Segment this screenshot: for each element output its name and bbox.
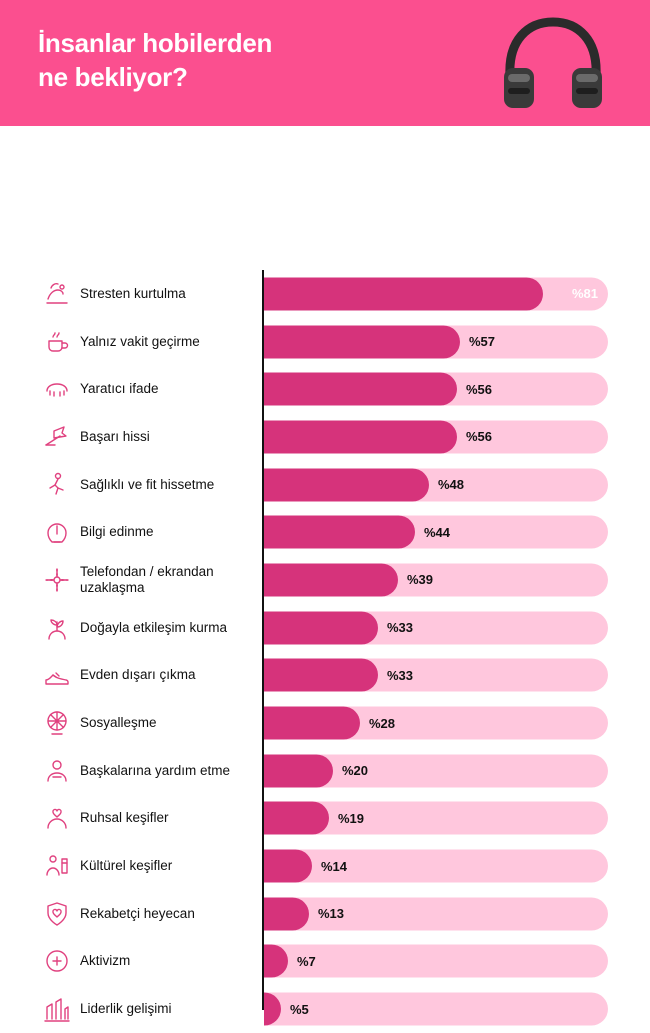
category-label-line: Evden dışarı çıkma [80,667,196,683]
bar-track [264,611,608,644]
category-label [80,620,258,636]
category-label-line: Yaratıcı ifade [80,381,159,397]
creative-hands-icon [42,374,72,404]
bar-value-label: %28 [369,715,396,731]
chart-row [0,556,650,604]
bar-track [264,277,608,310]
bar-value-label: %81 [571,286,598,302]
chart-row [0,461,650,509]
category-label-line: Yalnız vakit geçirme [80,333,200,349]
fitness-person-icon [42,470,72,500]
bar-value-label: %5 [290,1001,309,1017]
achievement-flag-icon [42,422,72,452]
headphones-icon [498,14,608,114]
bar-fill [264,373,457,406]
category-label [80,858,258,874]
category-label [80,564,258,596]
bar-value-label: %20 [342,763,369,779]
bar-fill [264,659,378,692]
bar-value-label: %57 [469,334,496,350]
category-label [80,286,258,302]
leadership-icon [42,994,72,1024]
bar-value-label: %33 [387,667,414,683]
category-label-line: Kültürel keşifler [80,858,173,874]
bar-track [264,850,608,883]
bar-value-label: %7 [297,953,316,969]
bar-value-label: %44 [424,524,451,540]
category-label-line: Rekabetçi heyecan [80,905,195,921]
bar-track [264,993,608,1026]
flower-icon [42,565,72,595]
megaphone-icon [42,946,72,976]
chart-row [0,604,650,652]
bar-fill [264,420,457,453]
bar-value-label: %33 [387,620,414,636]
bar-value-label: %56 [466,429,493,445]
category-label [80,715,258,731]
bar-fill [264,993,281,1026]
bar-track [264,468,608,501]
bar-track [264,754,608,787]
chart-row [0,413,650,461]
chart-row [0,842,650,890]
category-label-line: Sosyalleşme [80,715,157,731]
page-title [38,26,438,94]
bar-track [264,802,608,835]
category-label [80,524,258,540]
helping-hand-icon [42,756,72,786]
bar-value-label: %56 [466,381,493,397]
category-label [80,810,258,826]
category-label [80,429,258,445]
bar-track [264,373,608,406]
category-label-line: Sağlıklı ve fit hissetme [80,476,215,492]
coffee-cup-icon [42,327,72,357]
bar-value-label: %39 [407,572,434,588]
bar-fill [264,754,333,787]
bar-value-label: %48 [438,477,465,493]
category-label-line: Doğayla etkileşim kurma [80,619,228,635]
bar-fill [264,611,378,644]
category-label-line: Başarı hissi [80,428,150,444]
category-label-line: Telefondan / ekrandan [80,563,214,579]
knowledge-head-icon [42,517,72,547]
chart-row [0,508,650,556]
category-label [80,381,258,397]
category-label-line: Stresten kurtulma [80,285,186,301]
bar-track [264,659,608,692]
bar-value-label: %13 [318,906,345,922]
category-label [80,953,258,969]
category-label-line: Ruhsal keşifler [80,810,169,826]
category-label-line: uzaklaşma [80,579,145,595]
category-label-line: Bilgi edinme [80,524,154,540]
hand-heart-icon [42,803,72,833]
bar-track [264,945,608,978]
bar-value-label: %19 [338,810,365,826]
ferris-wheel-icon [42,708,72,738]
sneaker-icon [42,660,72,690]
bar-track [264,325,608,358]
bar-fill [264,850,312,883]
culture-person-icon [42,851,72,881]
bar-fill [264,945,288,978]
bar-fill [264,468,429,501]
bar-value-label: %14 [321,858,348,874]
bar-track [264,516,608,549]
bar-track [264,563,608,596]
stress-relief-icon [42,279,72,309]
page-title-line2: ne bekliyor? [38,62,188,92]
bar-fill [264,325,460,358]
chart-row [0,938,650,986]
category-label [80,763,258,779]
chart-row [0,699,650,747]
chart-rows [0,126,650,1033]
category-label [80,334,258,350]
category-label [80,667,258,683]
chart-row [0,652,650,700]
page-title-line1: İnsanlar hobilerden [38,28,273,58]
bar-track [264,707,608,740]
bar-track [264,420,608,453]
bar-fill [264,802,329,835]
chart-row [0,985,650,1033]
category-label [80,1001,258,1017]
hand-plant-icon [42,613,72,643]
category-label-line: Aktivizm [80,953,131,969]
bar-fill [264,277,543,310]
chart-row [0,365,650,413]
chart-row [0,795,650,843]
category-label [80,477,258,493]
category-label-line: Başkalarına yardım etme [80,762,231,778]
chart-row [0,747,650,795]
bar-chart [0,126,650,1017]
bar-fill [264,707,360,740]
header-banner [0,0,650,126]
chart-row [0,318,650,366]
chart-row [0,270,650,318]
category-label-line: Liderlik gelişimi [80,1001,172,1017]
bar-fill [264,516,415,549]
bar-fill [264,563,398,596]
